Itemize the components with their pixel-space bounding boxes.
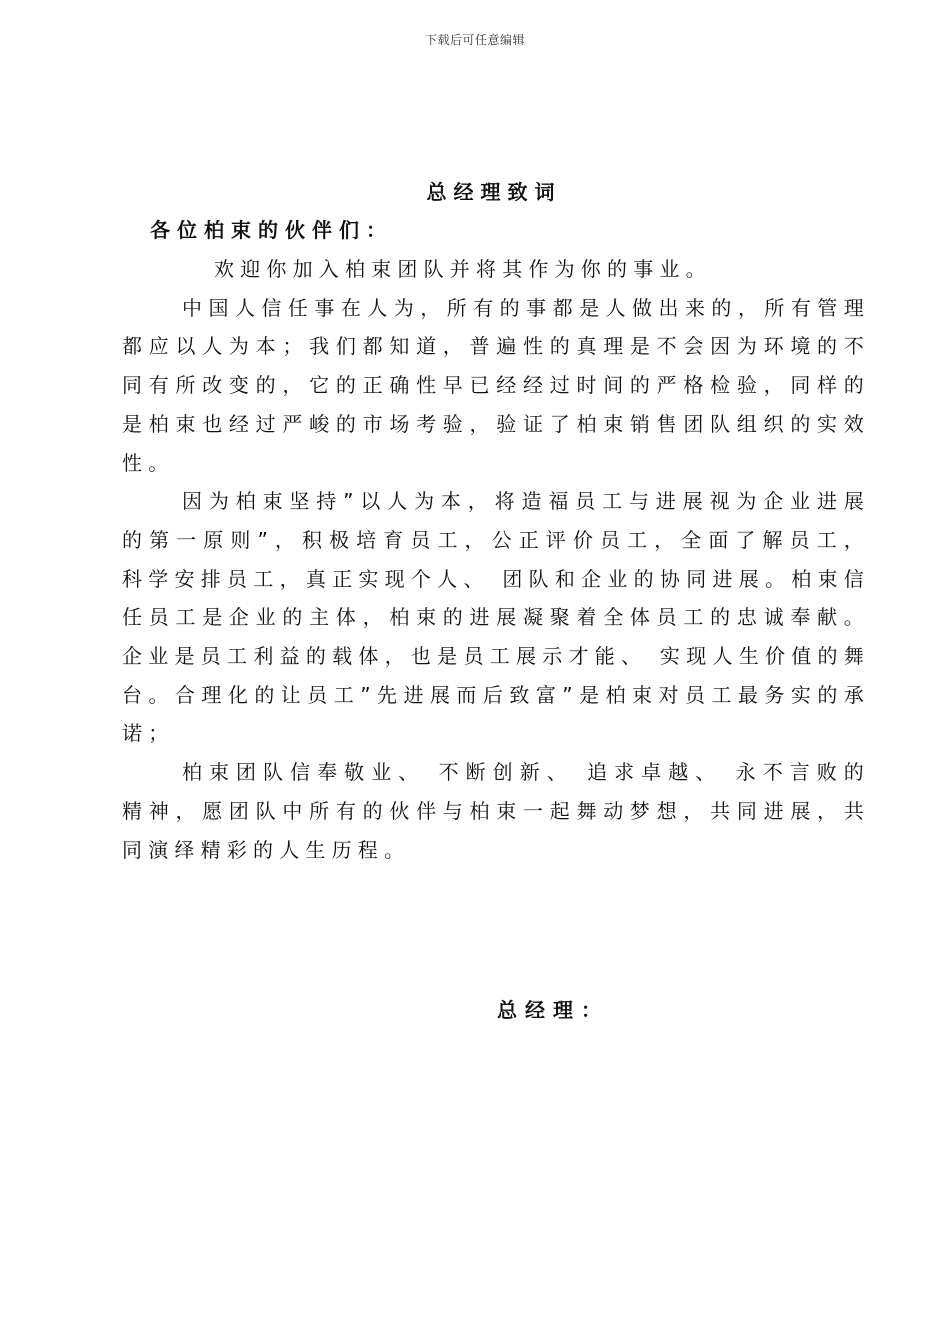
paragraph-welcome: 欢迎你加入柏束团队并将其作为你的事业。 [214,257,712,281]
page-header-note: 下载后可任意编辑 [424,33,525,47]
paragraph-team-spirit: 柏束团队信奉敬业、 不断创新、 追求卓越、 永不言败的精神，愿团队中所有的伙伴与柏束一起舞动梦想，共同进展，共同演绎精彩的人生历程。 [122,760,870,862]
document-title: 总经理致词 [426,180,562,204]
paragraph-people-oriented: 中国人信任事在人为，所有的事都是人做出来的，所有管理都应以人为本；我们都知道，普遍性的真理是不会因为环境的不同有所改变的，它的正确性早已经经过时间的严格检验，同样的是柏束也经过严峻的市场考验，验证了柏束销售团队组织的实效性。 [122,295,870,475]
paragraph-employees: 因为柏束坚持”以人为本，将造福员工与进展视为企业进展的第一原则”，积极培育员工，公正评价员工，全面了解员工，科学安排员工，真正实现个人、 团队和企业的协同进展。柏束信任员工是企业的主体，柏束的进展凝聚着全体员工的忠诚奉献。企业是员工利益的载体，也是员工展示才能、 实现人生价值的舞台。合理化的让员工”先进展而后致富”是柏束对员工最务实的承诺； [122,489,870,746]
salutation: 各位柏束的伙伴们： [150,218,393,242]
signature-line: 总经理： [497,998,609,1022]
letter-body [122,250,870,869]
